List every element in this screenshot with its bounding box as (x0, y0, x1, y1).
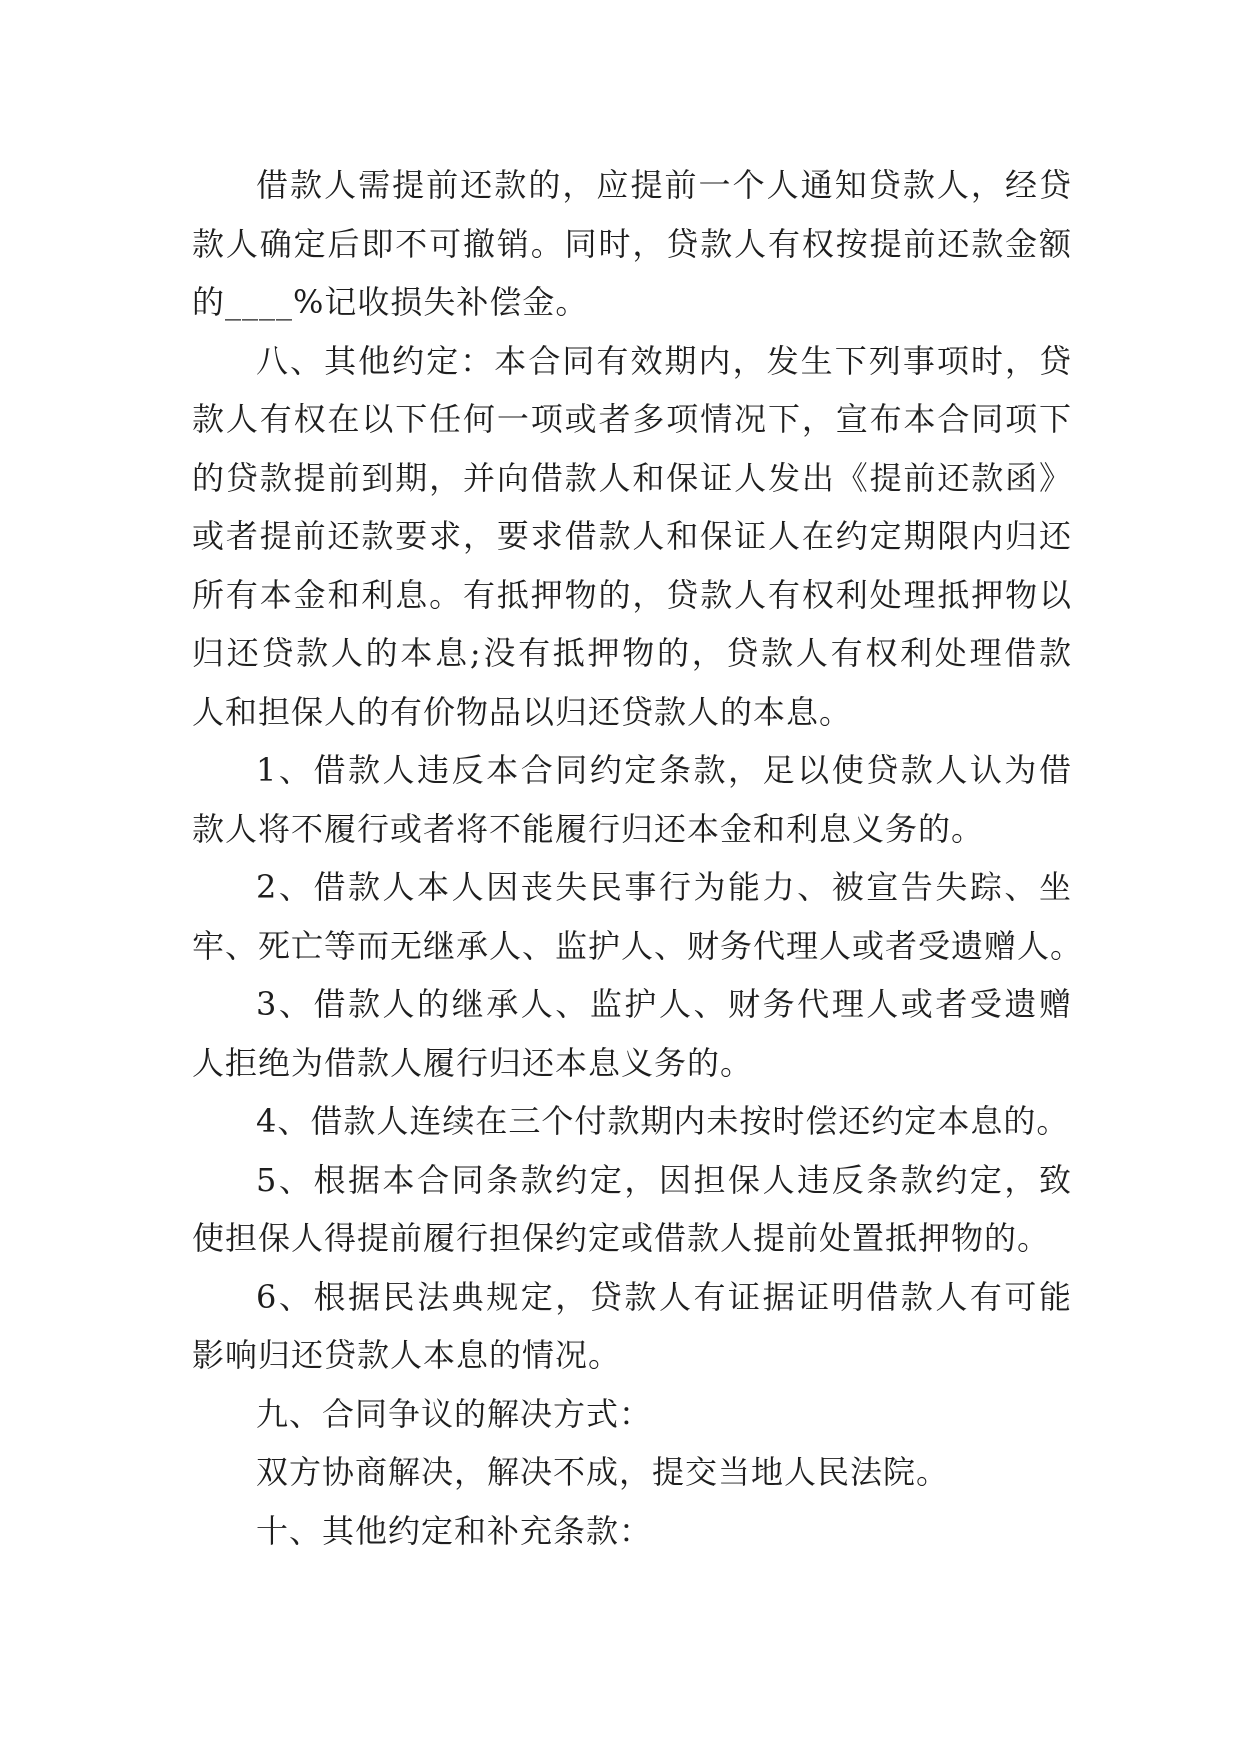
section-heading: 九、合同争议的解决方式： (256, 1394, 653, 1433)
text-line: 6、根据民法典规定，贷款人有证据证明借款人有可能 (256, 1277, 1072, 1316)
text-line: 借款人需提前还款的，应提前一个人通知贷款人，经贷 (256, 166, 1072, 204)
text-line: 影响归还贷款人本息的情况。 (192, 1336, 622, 1374)
text-line: 使担保人得提前履行担保约定或借款人提前处置抵押物的。 (192, 1219, 1051, 1257)
text-line: 3、借款人的继承人、监护人、财务代理人或者受遗赠 (256, 985, 1072, 1023)
text-line: 归还贷款人的本息;没有抵押物的，贷款人有权利处理借款 (192, 634, 1072, 672)
text-line: 八、其他约定：本合同有效期内，发生下列事项时，贷 (256, 341, 1072, 380)
text-line: 人拒绝为借款人履行归还本息义务的。 (192, 1043, 754, 1082)
text-line: 1、借款人违反本合同约定条款，足以使贷款人认为借 (256, 751, 1072, 789)
text-line: 2、借款人本人因丧失民事行为能力、被宣告失踪、坐 (256, 868, 1072, 906)
text-line: 款人将不履行或者将不能履行归还本金和利息义务的。 (192, 809, 985, 848)
section-heading: 十、其他约定和补充条款： (256, 1511, 653, 1550)
text-line: 的贷款提前到期，并向借款人和保证人发出《提前还款函》 (192, 458, 1072, 497)
text-line: 款人有权在以下任何一项或者多项情况下，宣布本合同项下 (192, 400, 1072, 438)
text-line: 5、根据本合同条款约定，因担保人违反条款约定，致 (256, 1160, 1072, 1199)
text-line: 的____%记收损失补偿金。 (192, 283, 589, 321)
text-line: 款人确定后即不可撤销。同时，贷款人有权按提前还款金额 (192, 224, 1072, 263)
text-line: 所有本金和利息。有抵押物的，贷款人有权利处理抵押物以 (192, 575, 1072, 614)
text-line: 4、借款人连续在三个付款期内未按时偿还约定本息的。 (256, 1102, 1070, 1140)
text-line: 人和担保人的有价物品以归还贷款人的本息。 (192, 692, 853, 731)
text-line: 双方协商解决，解决不成，提交当地人民法院。 (256, 1453, 950, 1491)
document-body (192, 156, 1084, 1560)
text-line: 或者提前还款要求，要求借款人和保证人在约定期限内归还 (192, 517, 1072, 555)
text-line: 牢、死亡等而无继承人、监护人、财务代理人或者受遗赠人。 (192, 926, 1084, 965)
